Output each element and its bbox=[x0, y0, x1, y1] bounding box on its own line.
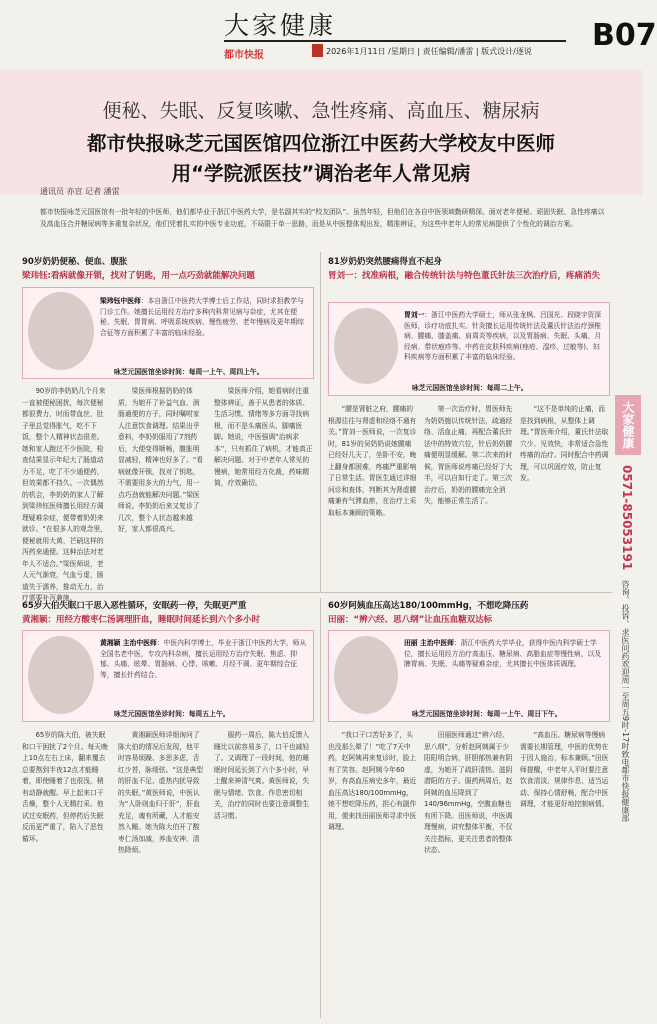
section-2-column-3: “这不是单纯的止痛，而是找到病根，从整体上调理。”胃医师介绍，董氏针法取穴少、见效快，非常适合急性疼痛的治疗。同时配合中药调理，可以巩固疗效，防止复发。 bbox=[520, 405, 609, 482]
headline-line-1: 都市快报咏芝元国医馆四位浙江中医药大学校友中医师 bbox=[86, 132, 555, 155]
section-2-column-2: 第一次治疗时，胃医师先为奶奶施以传统针法，疏通经络、活血止痛，再配合董氏针法中的特效穴位，针后奶奶腰痛便明显缓解。第二次来的时候，胃医师说疼痛已经好了大半，可以自如行走了。第三次治疗后，奶奶的腰痛完全消失，能够正常生活了。 bbox=[424, 405, 513, 505]
section-1-doctor-photo bbox=[28, 292, 94, 370]
section-4-doctor-bio: 田丽 主治中医师：浙江中医药大学毕业，获得中医内科学硕士学位，擅长运用经方治疗高血压、糖尿病、高脂血症等慢性病，以及脾胃病、失眠、头痛等疑难杂症，尤其擅长中医体质调理。 bbox=[404, 639, 602, 668]
section-4-clinic-hours: 咏芝元国医馆坐诊时间：每周一上午、周日下午。 bbox=[412, 710, 562, 718]
section-2-subtitle: 胃刘一：找准病根，融合传统针法与特色董氏针法三次治疗后，疼痛消失 bbox=[328, 271, 601, 281]
section-4-column-1: “我口干口苦好多了，头也没那么晕了！”吃了7天中药，赵阿姨再来复诊时，脸上有了笑容。赵阿姨今年60岁，有高血压病史多年，最近血压高达180/100mmHg，她不想吃降压药，担心有副作用，便来找田丽医师寻求中医调理。 bbox=[328, 731, 417, 831]
section-1-column-2: 梁医师根据奶奶的体质，为她开了补益气血、润肠通便的方子，同时嘱咐家人注意饮食调理。结果出乎意料，李奶奶服用了7剂药后，大便变得顺畅，腹胀明显减轻，精神也好多了。“看病就像开锁，找对了钥匙，不需要用多大的力气，用一点巧劲就能解决问题。”梁医师说。李奶奶后来又复诊了几次，整个人状态越来越好，家人都很高兴。 bbox=[118, 387, 204, 533]
section-3-doctor-name: 黄湘颖 主治中医师 bbox=[100, 639, 157, 647]
headline-subtitle: 便秘、失眠、反复咳嗽、急性疼痛、高血压、糖尿病 bbox=[102, 100, 540, 122]
hotline-phone: 0571-85053191 bbox=[620, 465, 634, 571]
section-4-column-2: 田丽医师通过“辨六经、思八纲”，分析赵阿姨属于少阳阳明合病，肝胆郁热兼有阴虚，为她开了疏肝清热、滋阴潜阳的方子。服药两周后，赵阿姨的血压降到了140/96mmHg，空腹血糖也有所下降。田医师说，中医调理慢病，讲究整体平衡，不仅关注指标，更关注患者的整体状态。 bbox=[424, 731, 513, 854]
section-1-clinic-hours: 咏芝元国医馆坐诊时间：每周一上午、周四上午。 bbox=[114, 368, 264, 376]
byline: 通讯员 亦宣 记者 潘雷 bbox=[40, 187, 120, 196]
section-1-doctor-name: 梁玮钰中医师 bbox=[100, 297, 141, 305]
section-4-doctor-photo bbox=[334, 636, 398, 714]
paper-logo-icon bbox=[312, 44, 323, 57]
side-section-tab: 大家健康 bbox=[615, 395, 641, 455]
section-3-column-2: 黄湘颖医师详细询问了陈大伯的情况后发现，他平时容易烦躁、多思多虑，舌红少苔，脉细弦。“这是典型的肝血不足、虚热内扰导致的失眠。”黄医师说，中医认为“人卧则血归于肝”，肝血充足，魂有所藏，人才能安然入睡。她为陈大伯开了酸枣仁汤加减，养血安神、清热除烦。 bbox=[118, 731, 204, 854]
section-3-column-3: 服药一周后，陈大伯反馈入睡比以前容易多了，口干也减轻了。又调理了一段时间，他的睡眠时间延长到了六个多小时，早上醒来神清气爽。黄医师说，失眠与情绪、饮食、作息密切相关，治疗的同时也要注意调整生活习惯。 bbox=[214, 731, 310, 820]
section-2-doctor-bio: 胃刘一：浙江中医药大学硕士，师从张龙枫、吕国光、段晓宇资深医师，诊疗功底扎实。针灸擅长运用传统针法及董氏针法治疗颈椎病、腰痛、膝盖痛、肩周炎等疾病，以及胃肠病、失眠、头痛、月经病、带状疱疹等。中药在皮肤科疾病(痤疮、湿疹、过敏等)、妇科疾病等方面积累了丰富的临床经验。 bbox=[404, 311, 602, 361]
section-1-column-1: 90岁的李奶奶几个月来一直被便秘困扰，每次便秘都很费力，时而带血丝，肚子里总觉得胀气，吃不下饭，整个人精神状态很差。她和家人跑过不少医院，检查结果显示年纪大了肠道动力不足，吃了不少通便药，但效果都不持久。一次偶然的机会，李奶奶的家人了解到梁玮钰医师擅长用经方调理疑难杂症，便带着奶奶来就诊。“在很多人的观念里，便秘就用大黄、芒硝这样的泻药来通便。这种治法对老年人不适合。”梁医师说，老人元气渐衰，气血亏虚，肠道失于濡养，推动无力，治疗需要补泻兼施。 bbox=[22, 387, 108, 602]
section-1-title: 90岁奶奶便秘、便血、腹胀 bbox=[22, 257, 128, 267]
section-2-column-1: “腰是肾脏之府，腰痛的根源往往与肾虚和经络不通有关。”胃刘一医师说，一次复诊时，81岁的吴奶奶说她腰痛已经好几天了，坐卧不安，晚上翻身都困难，疼痛严重影响了日常生活。胃医生通过详细问诊和查体，判断其为肾虚腰痛兼有气滞血瘀，在治疗上采取标本兼顾的策略。 bbox=[328, 405, 417, 517]
masthead-rule bbox=[224, 40, 566, 42]
column-divider bbox=[320, 252, 321, 592]
section-4-column-3: “高血压、糖尿病等慢病需要长期管理，中医的优势在于因人施治，标本兼顾。”田医师提醒，中老年人平时要注意饮食清淡、规律作息、适当运动、保持心情舒畅，配合中医调理，才能更好地控制病情。 bbox=[520, 731, 609, 808]
section-3-doctor-photo bbox=[28, 636, 94, 714]
section-divider bbox=[22, 592, 612, 593]
section-4-doctor-name: 田丽 主治中医师 bbox=[404, 639, 454, 647]
section-3-subtitle: 黄湘颖：用经方酸枣仁汤调理肝血，睡眠时间延长到六个多小时 bbox=[22, 615, 261, 625]
section-1-column-3: 梁医师介绍，她看病时注重整体辨证，善于从患者的体质、生活习惯、情绪等多方面寻找病根，而不是头痛医头、脚痛医脚。她说，中医强调“治病求本”，只有抓住了病机，才能真正解决问题。对于中老年人常见的慢病，她常用经方化裁，药味精简，疗效确切。 bbox=[214, 387, 313, 487]
paper-name: 都市快报 bbox=[224, 50, 264, 61]
section-2-doctor-photo bbox=[334, 308, 398, 384]
section-title: 大家健康 bbox=[224, 11, 337, 40]
section-3-column-1: 65岁的陈大伯，被失眠和口干困扰了2个月。每天晚上10点左右上床，翻来覆去总要熬到半夜12点才能睡着，即使睡着了也很浅，稍有动静就醒。早上起来口干舌燥，整个人无精打采。他试过安眠药，但停药后失眠反而更严重了，陷入了恶性循环。 bbox=[22, 731, 108, 843]
lead-paragraph: 都市快报咏芝元国医馆有一批年轻的中医师，他们都毕业于浙江中医药大学，是名副其实的“校友团队”。虽然年轻，但他们在各自中医领域勤研精深。面对老年便秘、顽固失眠、急性疼痛以及高血压合并糖尿病等多重复杂状况，他们凭着扎实的中医专业功底，不局限于单一思路，而是从中医整体观出发，精准辨证，为这些中老年人的常见病提供了个性化的调治方案。 bbox=[40, 208, 605, 228]
section-2-title: 81岁奶奶突然腰痛得直不起身 bbox=[328, 257, 442, 267]
section-3-doctor-bio: 黄湘颖 主治中医师：中医内科学博士，毕业于浙江中医药大学，师从全国名老中医，专攻内科杂病，擅长运用经方治疗失眠、焦虑、抑郁、头痛、眩晕、胃肠病、心悸、咳嗽、月经不调、更年期综合征等，擅长针药结合。 bbox=[100, 639, 307, 679]
section-1-doctor-bio: 梁玮钰中医师：本自浙江中医药大学博士后工作站，同时求担教学与门诊工作。她擅长运用经方治疗多种内科常见病与杂症，尤其在便秘、失眠、胃胃病、呼吸系统疾病、慢性疲劳、老年慢病及更年期综合征等方面积累了丰富的临床经验。 bbox=[100, 297, 304, 337]
section-4-title: 60岁阿姨血压高达180/100mmHg，不想吃降压药 bbox=[328, 601, 529, 611]
section-2-clinic-hours: 咏芝元国医馆坐诊时间：每周二上午。 bbox=[412, 384, 528, 392]
section-3-title: 65岁大伯失眠口干思入恶性循环，安眠药一停，失眠更严重 bbox=[22, 601, 247, 611]
section-4-subtitle: 田丽：“辨六经、思八纲”让血压血糖双达标 bbox=[328, 615, 493, 625]
page-number: B07 bbox=[592, 18, 657, 53]
section-2-doctor-name: 胃刘一 bbox=[404, 311, 425, 319]
issue-info: 2026年1月11日 /星期日 | 责任编辑/潘雷 | 版式设计/逐说 bbox=[326, 47, 532, 56]
hotline-note: 咨询、投诉、求医问药欢迎周一至周五9时-17时致电都市快报健康部 bbox=[621, 580, 630, 823]
section-1-subtitle: 梁玮钰:看病就像开锁，找对了钥匙，用一点巧劲就能解决问题 bbox=[22, 271, 255, 281]
section-3-clinic-hours: 咏芝元国医馆坐诊时间：每周五上午。 bbox=[114, 710, 230, 718]
headline-line-2: 用“学院派医技”调治老年人常见病 bbox=[171, 162, 471, 185]
column-divider bbox=[320, 598, 321, 1018]
